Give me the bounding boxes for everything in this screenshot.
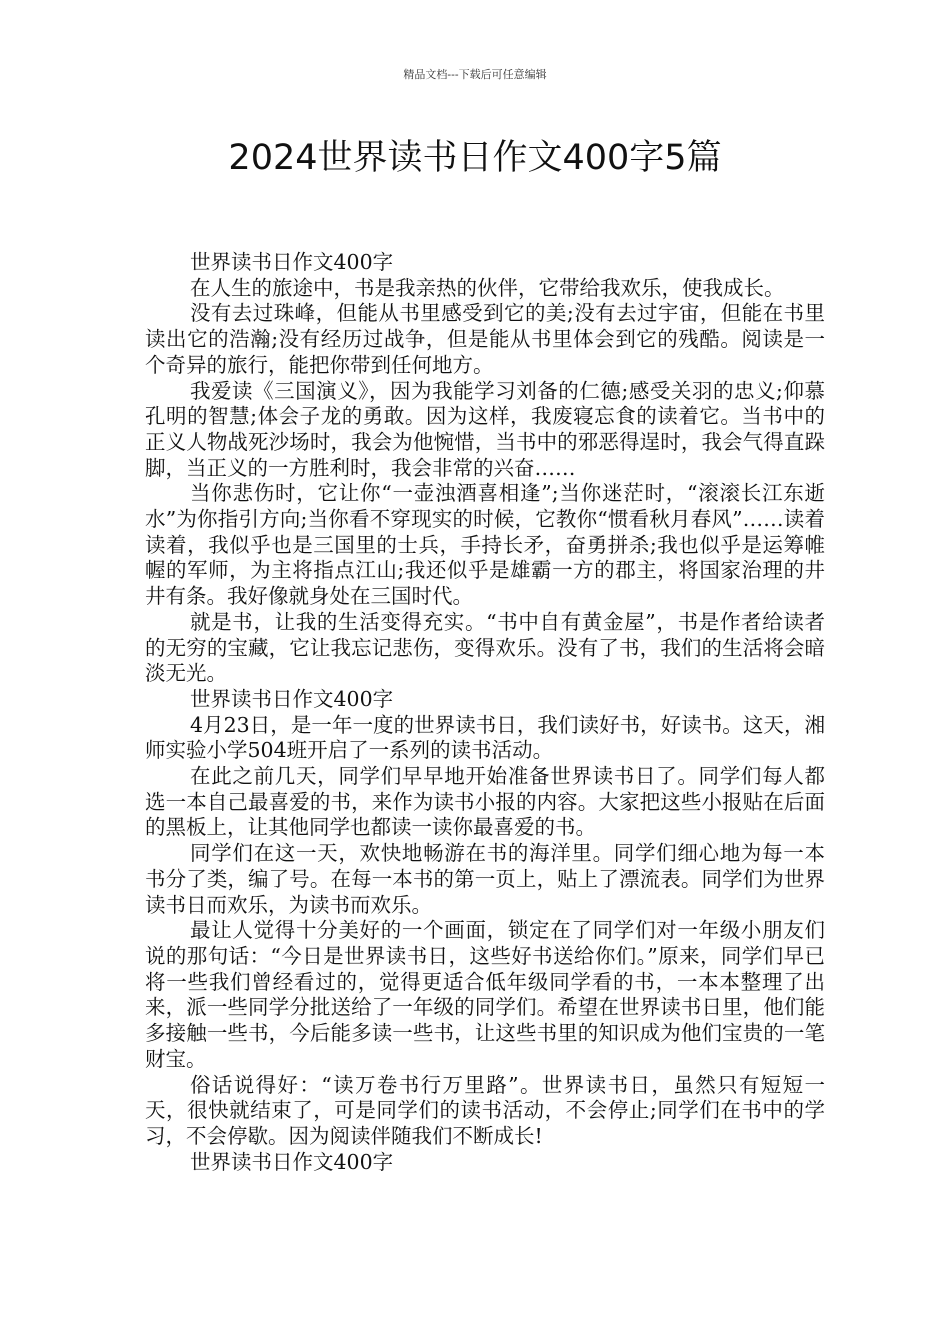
paragraph: 在此之前几天，同学们早早地开始准备世界读书日了。同学们每人都选一本自己最喜爱的书，来作为读书小报的内容。大家把这些小报贴在后面的黑板上，让其他同学也都读一读你最喜爱的书。 [145,764,825,840]
paragraph: 俗话说得好：“读万卷书行万里路”。世界读书日，虽然只有短短一天，很快就结束了，可是同学们的读书活动，不会停止;同学们在书中的学习，不会停歇。因为阅读伴随我们不断成长! [145,1072,825,1148]
paragraph: 最让人觉得十分美好的一个画面，锁定在了同学们对一年级小朋友们说的那句话：“今日是世界读书日，这些好书送给你们。”原来，同学们早已将一些我们曾经看过的，觉得更适合低年级同学看的书，一本本整理了出来，派一些同学分批送给了一年级的同学们。希望在世界读书日里，他们能多接触一些书，今后能多读一些书，让这些书里的知识成为他们宝贵的一笔财宝。 [145,918,825,1071]
section-heading: 世界读书日作文400字 [190,1149,394,1174]
paragraph: 没有去过珠峰，但能从书里感受到它的美;没有去过宇宙，但能在书里读出它的浩瀚;没有经历过战争，但是能从书里体会到它的残酷。阅读是一个奇异的旅行，能把你带到任何地方。 [145,301,825,377]
paragraph: 同学们在这一天，欢快地畅游在书的海洋里。同学们细心地为每一本书分了类，编了号。在每一本书的第一页上，贴上了漂流表。同学们为世界读书日而欢乐，为读书而欢乐。 [145,841,825,917]
section-heading: 世界读书日作文400字 [190,686,394,711]
document-title: 2024世界读书日作文400字5篇 [228,138,722,178]
document-body [145,250,825,1175]
paragraph: 我爱读《三国演义》，因为我能学习刘备的仁德;感受关羽的忠义;仰慕孔明的智慧;体会子龙的勇敢。因为这样，我废寝忘食的读着它。当书中的正义人物战死沙场时，我会为他惋惜，当书中的邪恶得逞时，我会气得直跺脚，当正义的一方胜利时，我会非常的兴奋…… [145,378,825,480]
paragraph: 当你悲伤时，它让你“一壶浊酒喜相逢”;当你迷茫时，“滚滚长江东逝水”为你指引方向;当你看不穿现实的时候，它教你“惯看秋月春风”……读着读着，我似乎也是三国里的士兵，手持长矛，奋勇拼杀;我也似乎是运筹帷幄的军师，为主将指点江山;我还似乎是雄霸一方的郡主，将国家治理的井井有条。我好像就身处在三国时代。 [145,481,825,609]
section-heading: 世界读书日作文400字 [190,250,394,274]
paragraph: 就是书，让我的生活变得充实。“书中自有黄金屋”，书是作者给读者的无穷的宝藏，它让我忘记悲伤，变得欢乐。没有了书，我们的生活将会暗淡无光。 [145,609,825,686]
header-note: 精品文档---下载后可任意编辑 [403,68,547,81]
paragraph: 在人生的旅途中，书是我亲热的伙伴，它带给我欢乐，使我成长。 [190,275,785,300]
paragraph: 4月23日，是一年一度的世界读书日，我们读好书，好读书。这天，湘师实验小学504班开启了一系列的读书活动。 [145,712,825,763]
